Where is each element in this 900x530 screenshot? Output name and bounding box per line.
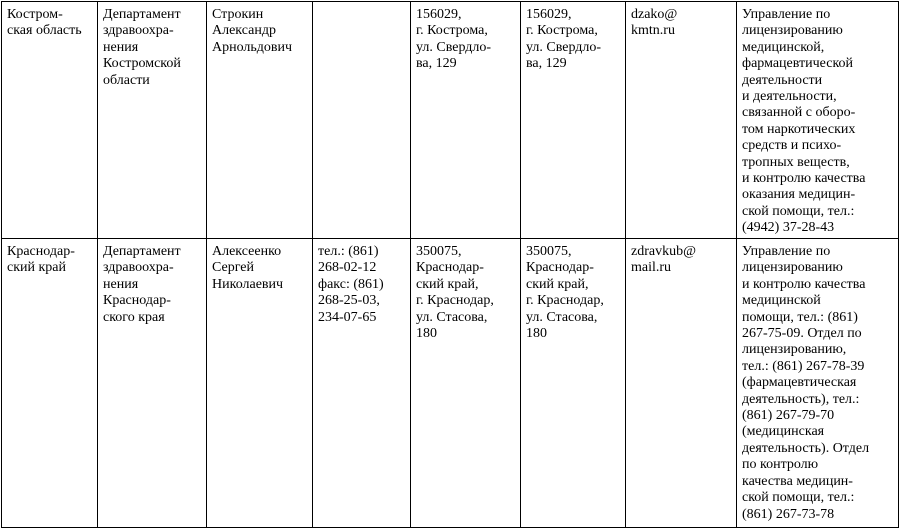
legal-address-cell: 156029, г. Кострома, ул. Свердло- ва, 129 [411,2,521,239]
table-row [2,2,899,239]
region-cell: Костром- ская область [2,2,98,239]
department-cell: Департамент здравоохра- нения Костромской области [98,2,207,239]
region-cell: Краснодар- ский край [2,239,98,528]
legal-address-cell: 350075, Краснодар- ский край, г. Краснодар, ул. Стасова, 180 [411,239,521,528]
table-row [2,239,899,528]
head-name-cell: Алексеенко Сергей Николаевич [207,239,313,528]
phones-cell [313,2,411,239]
email-cell: zdravkub@ mail.ru [626,239,737,528]
phones-cell: тел.: (861) 268-02-12 факс: (861) 268-25-03, 234-07-65 [313,239,411,528]
licensing-office-cell: Управление по лицензированию и контролю качества медицинской помощи, тел.: (861) 267-75-09. Отдел по лицензированию, тел.: (861) 267-78-39 (фармацевтическая деятельность), тел.: (861) 267-79-70 (медицинская деятельность). Отдел по контролю качества медицин- ской помощи, тел.: (861) 267-73-78 [737,239,899,528]
email-cell: dzako@ kmtn.ru [626,2,737,239]
licensing-office-cell: Управление по лицензированию медицинской, фармацевтической деятельности и деятельности, связанной с оборо- том наркотических средств и психо- тропных веществ, и контролю качества оказания медицин- ской помощи, тел.: (4942) 37-28-43 [737,2,899,239]
contacts-table [1,1,899,528]
postal-address-cell: 156029, г. Кострома, ул. Свердло- ва, 129 [521,2,626,239]
head-name-cell: Строкин Александр Арнольдович [207,2,313,239]
department-cell: Департамент здравоохра- нения Краснодар- ского края [98,239,207,528]
postal-address-cell: 350075, Краснодар- ский край, г. Краснодар, ул. Стасова, 180 [521,239,626,528]
